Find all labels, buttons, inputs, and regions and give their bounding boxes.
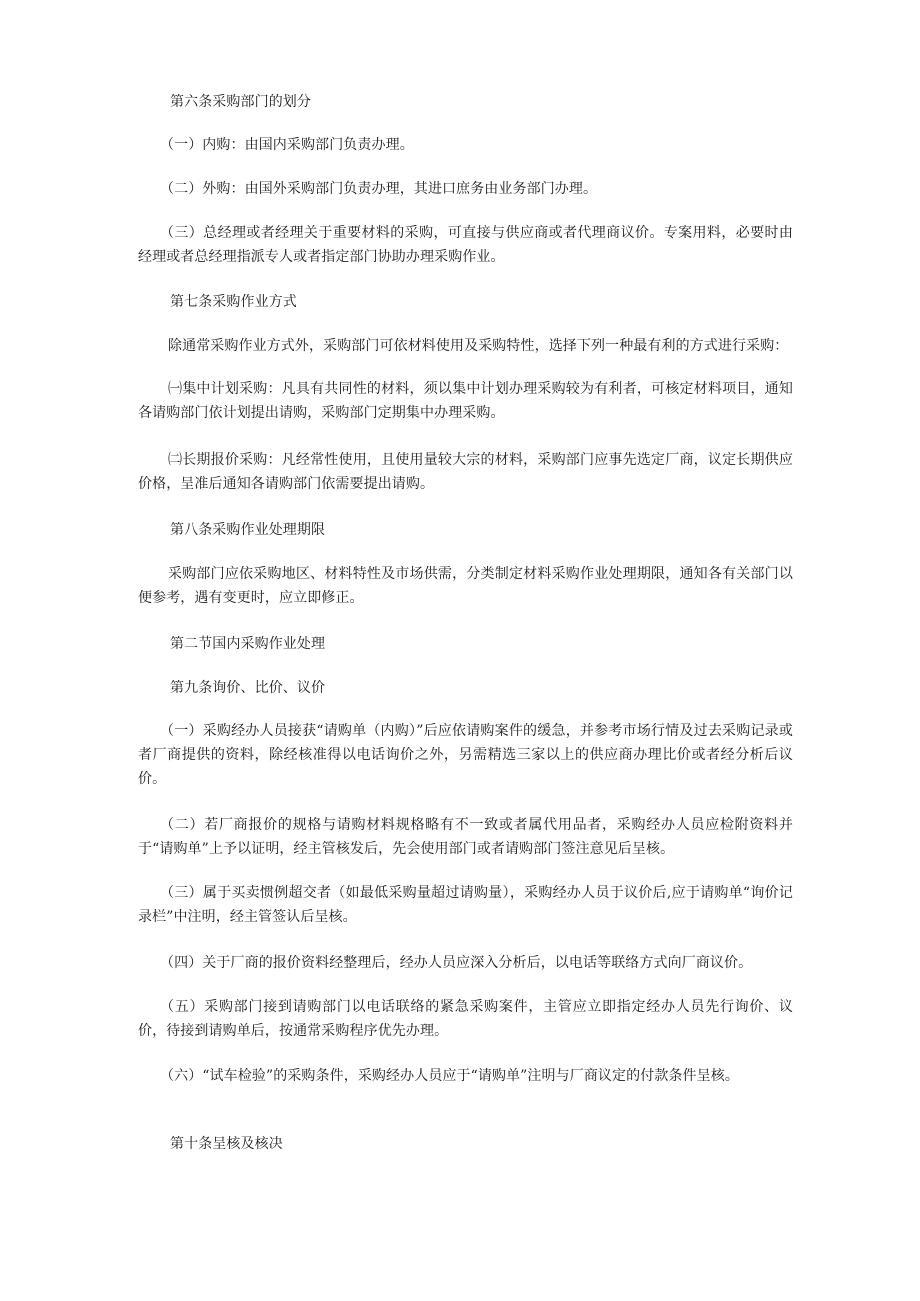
article-6-item-1: （一）内购：由国内采购部门负责办理。: [160, 137, 414, 153]
article-6-item-3: （三）总经理或者经理关于重要材料的采购，可直接与供应商或者代理商议价。专案用料，必要时由经理或者总经理指派专人或者指定部门协助办理采购作业。: [138, 225, 793, 265]
article-7-item-1: ㈠集中计划采购：凡具有共同性的材料，须以集中计划办理采购较为有利者，可核定材料项目，通知各请购部门依计划提出请购，采购部门定期集中办理采购。: [138, 381, 793, 421]
article-6-heading: 第六条采购部门的划分: [170, 94, 311, 110]
article-6-item-2: （二）外购：由国外采购部门负责办理，其进口庶务由业务部门办理。: [160, 181, 598, 197]
article-9-item-2: （二）若厂商报价的规格与请购材料规格略有不一致或者属代用品者，采购经办人员应检附资料并于“请购单”上予以证明，经主管核发后，先会使用部门或者请购部门签注意见后呈核。: [138, 817, 793, 857]
article-9-item-4: （四）关于厂商的报价资料经整理后，经办人员应深入分析后，以电话等联络方式向厂商议价。: [160, 955, 753, 971]
article-9-heading: 第九条询价、比价、议价: [170, 680, 326, 696]
article-8-body: 采购部门应依采购地区、材料特性及市场供需，分类制定材料采购作业处理期限，通知各有关部门以便参考，遇有变更时，应立即修正。: [138, 566, 793, 606]
article-9-item-5: （五）采购部门接到请购部门以电话联络的紧急采购案件，主管应立即指定经办人员先行询价、议价，待接到请购单后，按通常采购程序优先办理。: [138, 999, 793, 1039]
article-7-intro: 除通常采购作业方式外，采购部门可依材料使用及采购特性，选择下列一种最有利的方式进行采购：: [168, 338, 789, 354]
article-10-heading: 第十条呈核及核决: [170, 1136, 283, 1152]
article-7-item-2: ㈡长期报价采购：凡经常性使用，且使用量较大宗的材料，采购部门应事先选定厂商，议定长期供应价格，呈准后通知各请购部门依需要提出请购。: [138, 452, 793, 492]
section-2-heading: 第二节国内采购作业处理: [170, 636, 326, 652]
article-8-heading: 第八条采购作业处理期限: [170, 522, 326, 538]
article-9-item-1: （一）采购经办人员接获“请购单（内购）”后应依请购案件的缓急，并参考市场行情及过去采购记录或者厂商提供的资料，除经核准得以电话询价之外，另需精选三家以上的供应商办理比价或者经分析后议价。: [138, 723, 793, 787]
article-9-item-3: （三）属于买卖惯例超交者（如最低采购量超过请购量），采购经办人员于议价后,应于请购单“询价记录栏”中注明，经主管签认后呈核。: [138, 885, 793, 925]
article-7-heading: 第七条采购作业方式: [170, 294, 297, 310]
article-9-item-6: （六）“试车检验”的采购条件，采购经办人员应于“请购单”注明与厂商议定的付款条件呈核。: [160, 1068, 739, 1084]
